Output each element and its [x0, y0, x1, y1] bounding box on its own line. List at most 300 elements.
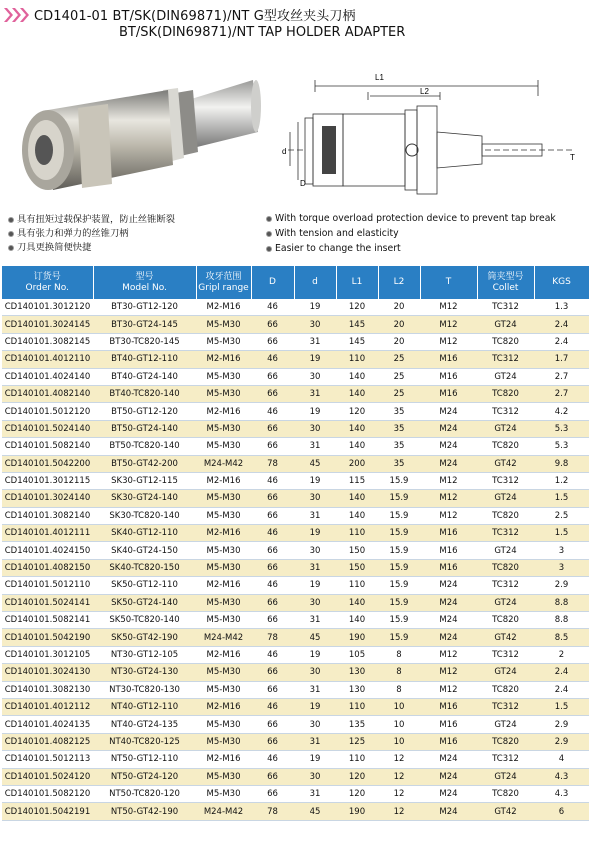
table-cell: 66 — [251, 612, 294, 629]
table-cell: 115 — [336, 472, 378, 489]
table-cell: BT50-GT12-120 — [93, 403, 196, 420]
table-cell: 12 — [378, 803, 420, 820]
table-cell: 20 — [378, 316, 420, 333]
column-header — [196, 266, 251, 299]
table-cell: SK40-TC820-150 — [93, 559, 196, 576]
table-cell: CD140101.3012120 — [2, 299, 93, 316]
table-cell: 46 — [251, 299, 294, 316]
table-cell: M5-M30 — [196, 542, 251, 559]
table-row — [2, 368, 589, 385]
column-header — [93, 266, 196, 299]
table-cell: 20 — [378, 333, 420, 350]
table-cell: NT50-GT24-120 — [93, 768, 196, 785]
table-cell: M5-M30 — [196, 333, 251, 350]
table-cell: TC820 — [477, 438, 534, 455]
table-cell: 30 — [294, 316, 336, 333]
table-cell: BT40-TC820-140 — [93, 385, 196, 402]
table-cell: 200 — [336, 455, 378, 472]
table-cell: SK50-GT24-140 — [93, 594, 196, 611]
table-cell: M2-M16 — [196, 299, 251, 316]
table-cell: M24 — [420, 420, 477, 437]
features-cn — [8, 213, 175, 255]
table-row — [2, 542, 589, 559]
bullet-icon — [266, 231, 272, 237]
table-cell: CD140101.3024130 — [2, 664, 93, 681]
dimension-drawing — [270, 66, 588, 206]
table-cell: 190 — [336, 803, 378, 820]
table-cell: CD140101.5024141 — [2, 594, 93, 611]
table-cell: 46 — [251, 751, 294, 768]
table-cell: 15.9 — [378, 577, 420, 594]
table-cell: 2.4 — [534, 316, 589, 333]
feature-item: With tension and elasticity — [266, 226, 556, 241]
table-cell: GT24 — [477, 316, 534, 333]
table-row — [2, 490, 589, 507]
table-cell: 66 — [251, 664, 294, 681]
column-header — [378, 266, 420, 299]
column-header-label: Order No. — [25, 282, 69, 293]
table-row — [2, 681, 589, 698]
table-cell: CD140101.5012120 — [2, 403, 93, 420]
table-cell: 31 — [294, 785, 336, 802]
table-cell: M24-M42 — [196, 803, 251, 820]
table-cell: M5-M30 — [196, 368, 251, 385]
table-cell: SK50-GT42-190 — [93, 629, 196, 646]
table-cell: 150 — [336, 559, 378, 576]
table-cell: 140 — [336, 420, 378, 437]
table-cell: NT30-TC820-130 — [93, 681, 196, 698]
table-cell: M24 — [420, 455, 477, 472]
table-cell: BT50-TC820-140 — [93, 438, 196, 455]
table-cell: CD140101.4024140 — [2, 368, 93, 385]
bullet-icon — [8, 217, 14, 223]
table-cell: M2-M16 — [196, 351, 251, 368]
table-cell: 1.5 — [534, 698, 589, 715]
table-cell: 31 — [294, 438, 336, 455]
table-cell: 15.9 — [378, 612, 420, 629]
table-cell: 8.8 — [534, 594, 589, 611]
table-cell: CD140101.5082141 — [2, 612, 93, 629]
table-cell: 145 — [336, 316, 378, 333]
table-cell: 10 — [378, 698, 420, 715]
table-cell: TC820 — [477, 385, 534, 402]
table-cell: TC312 — [477, 351, 534, 368]
table-cell: 30 — [294, 768, 336, 785]
table-cell: 19 — [294, 698, 336, 715]
table-row — [2, 299, 589, 316]
table-cell: 1.2 — [534, 472, 589, 489]
spec-table — [2, 266, 590, 821]
table-row — [2, 803, 589, 820]
table-row — [2, 472, 589, 489]
table-cell: 10 — [378, 716, 420, 733]
table-cell: 120 — [336, 768, 378, 785]
table-cell: 140 — [336, 594, 378, 611]
table-cell: M5-M30 — [196, 385, 251, 402]
table-cell: 135 — [336, 716, 378, 733]
bullet-icon — [266, 216, 272, 222]
table-cell: 130 — [336, 664, 378, 681]
feature-item: With torque overload protection device to prevent tap break — [266, 211, 556, 226]
table-cell: GT24 — [477, 542, 534, 559]
table-cell: 105 — [336, 646, 378, 663]
table-row — [2, 629, 589, 646]
table-cell: 110 — [336, 577, 378, 594]
table-cell: M24 — [420, 629, 477, 646]
table-cell: M5-M30 — [196, 490, 251, 507]
feature-item: 具有扭矩过载保护装置，防止丝锥断裂 — [8, 213, 175, 227]
table-cell: 35 — [378, 420, 420, 437]
table-cell: 19 — [294, 577, 336, 594]
table-cell: 66 — [251, 490, 294, 507]
table-cell: M5-M30 — [196, 316, 251, 333]
table-cell: M24 — [420, 612, 477, 629]
table-cell: 15.9 — [378, 629, 420, 646]
table-cell: TC312 — [477, 646, 534, 663]
table-cell: M12 — [420, 472, 477, 489]
table-cell: 10 — [378, 733, 420, 750]
table-cell: 66 — [251, 385, 294, 402]
table-cell: GT24 — [477, 768, 534, 785]
table-cell: 140 — [336, 438, 378, 455]
table-cell: 15.9 — [378, 472, 420, 489]
table-cell: TC312 — [477, 698, 534, 715]
table-cell: 130 — [336, 681, 378, 698]
table-cell: 66 — [251, 542, 294, 559]
table-cell: 19 — [294, 403, 336, 420]
table-cell: CD140101.3082145 — [2, 333, 93, 350]
table-cell: 4.3 — [534, 785, 589, 802]
table-header-row — [2, 266, 589, 299]
table-cell: GT24 — [477, 368, 534, 385]
chevron-right-icon — [4, 8, 30, 22]
table-cell: 110 — [336, 751, 378, 768]
table-row — [2, 455, 589, 472]
column-header-label: 型号 — [135, 271, 154, 282]
table-cell: TC312 — [477, 525, 534, 542]
table-cell: M16 — [420, 716, 477, 733]
page-subtitle: BT/SK(DIN69871)/NT TAP HOLDER ADAPTER — [119, 25, 406, 40]
table-cell: 66 — [251, 420, 294, 437]
table-cell: CD140101.3024145 — [2, 316, 93, 333]
table-cell: M12 — [420, 646, 477, 663]
label-l2: L2 — [420, 87, 429, 96]
table-cell: M2-M16 — [196, 577, 251, 594]
table-cell: 12 — [378, 751, 420, 768]
table-cell: CD140101.5024120 — [2, 768, 93, 785]
table-cell: 31 — [294, 385, 336, 402]
table-cell: 110 — [336, 525, 378, 542]
table-cell: BT30-TC820-145 — [93, 333, 196, 350]
table-cell: M5-M30 — [196, 438, 251, 455]
table-row — [2, 351, 589, 368]
table-cell: 31 — [294, 733, 336, 750]
table-cell: NT30-GT24-130 — [93, 664, 196, 681]
table-cell: 78 — [251, 803, 294, 820]
table-cell: M5-M30 — [196, 559, 251, 576]
table-cell: 1.5 — [534, 490, 589, 507]
feature-item: 刀具更换简便快捷 — [8, 241, 175, 255]
table-cell: SK30-GT24-140 — [93, 490, 196, 507]
table-cell: 66 — [251, 507, 294, 524]
table-cell: 5.3 — [534, 438, 589, 455]
table-cell: M2-M16 — [196, 698, 251, 715]
column-header-label: 攻牙范围 — [205, 271, 242, 282]
column-header — [251, 266, 294, 299]
table-cell: 31 — [294, 612, 336, 629]
table-cell: 2.4 — [534, 681, 589, 698]
table-cell: M16 — [420, 542, 477, 559]
table-row — [2, 646, 589, 663]
column-header-label: Collet — [492, 282, 519, 293]
table-cell: 46 — [251, 646, 294, 663]
table-cell: CD140101.3082130 — [2, 681, 93, 698]
table-cell: TC820 — [477, 612, 534, 629]
table-cell: TC312 — [477, 403, 534, 420]
table-cell: 15.9 — [378, 525, 420, 542]
table-cell: M5-M30 — [196, 420, 251, 437]
table-row — [2, 768, 589, 785]
column-header — [2, 266, 93, 299]
table-cell: 66 — [251, 785, 294, 802]
table-cell: 1.3 — [534, 299, 589, 316]
table-cell: 2.9 — [534, 577, 589, 594]
table-cell: 46 — [251, 577, 294, 594]
table-cell: 140 — [336, 385, 378, 402]
table-cell: CD140101.4012112 — [2, 698, 93, 715]
table-cell: 8.5 — [534, 629, 589, 646]
table-cell: 35 — [378, 455, 420, 472]
table-cell: 2.4 — [534, 333, 589, 350]
table-cell: 30 — [294, 542, 336, 559]
table-cell: M5-M30 — [196, 664, 251, 681]
table-cell: 46 — [251, 403, 294, 420]
table-cell: M24-M42 — [196, 455, 251, 472]
table-cell: TC820 — [477, 681, 534, 698]
table-cell: TC820 — [477, 733, 534, 750]
table-cell: 190 — [336, 629, 378, 646]
table-cell: 15.9 — [378, 542, 420, 559]
label-l1: L1 — [375, 73, 384, 82]
table-cell: 25 — [378, 351, 420, 368]
table-cell: M2-M16 — [196, 751, 251, 768]
table-cell: 3 — [534, 559, 589, 576]
table-cell: M5-M30 — [196, 612, 251, 629]
table-cell: M5-M30 — [196, 594, 251, 611]
table-cell: GT42 — [477, 629, 534, 646]
table-cell: 120 — [336, 785, 378, 802]
table-cell: 30 — [294, 490, 336, 507]
table-cell: 19 — [294, 751, 336, 768]
table-row — [2, 403, 589, 420]
table-cell: BT30-GT12-120 — [93, 299, 196, 316]
table-cell: 110 — [336, 698, 378, 715]
table-cell: 15.9 — [378, 594, 420, 611]
table-cell: 46 — [251, 472, 294, 489]
page-header — [0, 0, 592, 55]
table-cell: CD140101.5042190 — [2, 629, 93, 646]
table-cell: M24 — [420, 577, 477, 594]
table-cell: 25 — [378, 385, 420, 402]
table-cell: 125 — [336, 733, 378, 750]
table-cell: 30 — [294, 368, 336, 385]
table-cell: 66 — [251, 716, 294, 733]
table-row — [2, 333, 589, 350]
table-cell: 30 — [294, 420, 336, 437]
table-cell: 140 — [336, 490, 378, 507]
table-cell: 8 — [378, 664, 420, 681]
table-cell: M12 — [420, 299, 477, 316]
table-cell: M24 — [420, 785, 477, 802]
table-cell: M12 — [420, 333, 477, 350]
table-cell: CD140101.5042200 — [2, 455, 93, 472]
label-d: d — [282, 147, 287, 156]
table-cell: M16 — [420, 351, 477, 368]
table-cell: TC312 — [477, 299, 534, 316]
table-cell: M2-M16 — [196, 525, 251, 542]
table-cell: CD140101.4012110 — [2, 351, 93, 368]
table-cell: CD140101.5082140 — [2, 438, 93, 455]
table-cell: 78 — [251, 629, 294, 646]
table-cell: 2.9 — [534, 733, 589, 750]
table-cell: 19 — [294, 351, 336, 368]
table-cell: CD140101.5082120 — [2, 785, 93, 802]
table-row — [2, 420, 589, 437]
table-cell: TC820 — [477, 333, 534, 350]
table-cell: M5-M30 — [196, 716, 251, 733]
table-row — [2, 577, 589, 594]
table-row — [2, 385, 589, 402]
table-cell: 45 — [294, 629, 336, 646]
label-T: T — [570, 153, 575, 162]
column-header-label: d — [312, 277, 318, 287]
table-cell: NT50-GT12-110 — [93, 751, 196, 768]
table-cell: 31 — [294, 507, 336, 524]
table-cell: 140 — [336, 612, 378, 629]
table-cell: CD140101.5012110 — [2, 577, 93, 594]
table-cell: 5.3 — [534, 420, 589, 437]
table-cell: 66 — [251, 316, 294, 333]
table-cell: 30 — [294, 594, 336, 611]
table-row — [2, 751, 589, 768]
table-row — [2, 507, 589, 524]
table-cell: 66 — [251, 333, 294, 350]
table-cell: 6 — [534, 803, 589, 820]
table-row — [2, 716, 589, 733]
table-cell: BT40-GT12-110 — [93, 351, 196, 368]
table-row — [2, 316, 589, 333]
table-cell: CD140101.5024140 — [2, 420, 93, 437]
column-header — [336, 266, 378, 299]
table-cell: 140 — [336, 507, 378, 524]
table-cell: CD140101.3012105 — [2, 646, 93, 663]
table-cell: 140 — [336, 368, 378, 385]
column-header — [477, 266, 534, 299]
table-cell: GT24 — [477, 716, 534, 733]
table-cell: 150 — [336, 542, 378, 559]
table-row — [2, 438, 589, 455]
column-header — [294, 266, 336, 299]
table-cell: M5-M30 — [196, 768, 251, 785]
table-cell: M5-M30 — [196, 507, 251, 524]
table-cell: CD140101.4082125 — [2, 733, 93, 750]
table-row — [2, 594, 589, 611]
table-cell: 19 — [294, 299, 336, 316]
bullet-icon — [8, 245, 14, 251]
table-cell: M16 — [420, 733, 477, 750]
column-header-label: L1 — [351, 277, 363, 287]
table-cell: CD140101.5012113 — [2, 751, 93, 768]
table-cell: 31 — [294, 681, 336, 698]
table-cell: TC820 — [477, 507, 534, 524]
table-cell: TC820 — [477, 785, 534, 802]
table-cell: SK50-TC820-140 — [93, 612, 196, 629]
table-cell: TC820 — [477, 559, 534, 576]
table-cell: NT50-GT42-190 — [93, 803, 196, 820]
table-cell: M5-M30 — [196, 733, 251, 750]
table-cell: M16 — [420, 698, 477, 715]
table-cell: 12 — [378, 785, 420, 802]
table-cell: 15.9 — [378, 507, 420, 524]
table-cell: 1.5 — [534, 525, 589, 542]
tap-holder-photo — [8, 60, 263, 210]
table-cell: 45 — [294, 803, 336, 820]
table-cell: 25 — [378, 368, 420, 385]
table-row — [2, 733, 589, 750]
table-cell: CD140101.4024150 — [2, 542, 93, 559]
table-cell: M12 — [420, 664, 477, 681]
table-cell: 19 — [294, 646, 336, 663]
table-cell: NT50-TC820-120 — [93, 785, 196, 802]
table-cell: M24 — [420, 751, 477, 768]
table-cell: 66 — [251, 681, 294, 698]
table-cell: M24 — [420, 438, 477, 455]
table-cell: TC312 — [477, 472, 534, 489]
table-cell: 66 — [251, 594, 294, 611]
table-cell: 4.2 — [534, 403, 589, 420]
table-cell: 8.8 — [534, 612, 589, 629]
table-cell: M2-M16 — [196, 403, 251, 420]
table-cell: SK30-GT12-115 — [93, 472, 196, 489]
table-cell: 66 — [251, 733, 294, 750]
column-header-label: L2 — [393, 277, 405, 287]
table-cell: 8 — [378, 681, 420, 698]
table-cell: 45 — [294, 455, 336, 472]
table-row — [2, 664, 589, 681]
table-cell: 15.9 — [378, 490, 420, 507]
table-cell: 66 — [251, 768, 294, 785]
table-cell: M2-M16 — [196, 472, 251, 489]
table-cell: 66 — [251, 438, 294, 455]
table-cell: SK40-GT24-150 — [93, 542, 196, 559]
table-cell: 66 — [251, 368, 294, 385]
table-cell: 15.9 — [378, 559, 420, 576]
column-header-label: 订货号 — [33, 271, 61, 282]
table-cell: 2.7 — [534, 368, 589, 385]
table-cell: 30 — [294, 664, 336, 681]
table-cell: 1.7 — [534, 351, 589, 368]
table-cell: 19 — [294, 525, 336, 542]
bullet-icon — [8, 231, 14, 237]
table-cell: 31 — [294, 559, 336, 576]
table-cell: GT42 — [477, 455, 534, 472]
column-header-label: Gripl range — [198, 282, 249, 293]
table-cell: M16 — [420, 525, 477, 542]
table-cell: M5-M30 — [196, 681, 251, 698]
table-cell: 35 — [378, 438, 420, 455]
table-cell: BT50-GT42-200 — [93, 455, 196, 472]
table-row — [2, 559, 589, 576]
